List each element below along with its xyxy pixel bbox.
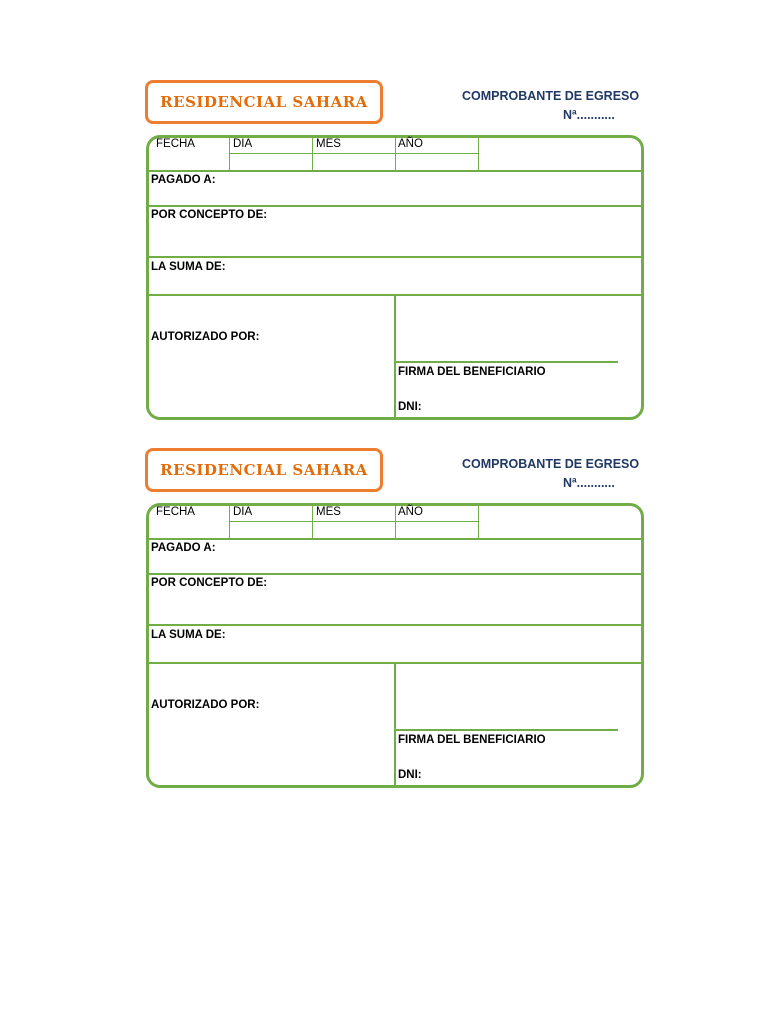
- suma-label: LA SUMA DE:: [151, 261, 226, 273]
- date-subline: [229, 153, 478, 154]
- concepto-label: POR CONCEPTO DE:: [151, 209, 268, 221]
- voucher-number: Nª...........: [563, 108, 615, 122]
- mes-label: MES: [316, 506, 341, 518]
- voucher-title: COMPROBANTE DE EGRESO: [462, 89, 640, 103]
- anio-label: AÑO: [398, 138, 423, 150]
- fecha-label: FECHA: [156, 506, 195, 518]
- firma-label: FIRMA DEL BENEFICIARIO: [398, 734, 546, 746]
- pagado-label: PAGADO A:: [151, 542, 216, 554]
- voucher-1: [0, 0, 768, 413]
- date-divider: [395, 137, 396, 171]
- brand-name: RESIDENCIAL SAHARA: [160, 461, 368, 479]
- row-divider: [148, 170, 642, 172]
- date-divider: [395, 505, 396, 539]
- brand-box: [145, 80, 383, 124]
- row-divider: [148, 256, 642, 258]
- autorizado-label: AUTORIZADO POR:: [151, 699, 260, 711]
- signature-line: [396, 729, 618, 731]
- autorizado-label: AUTORIZADO POR:: [151, 331, 260, 343]
- dni-label: DNI:: [398, 401, 422, 413]
- mes-label: MES: [316, 138, 341, 150]
- concepto-label: POR CONCEPTO DE:: [151, 577, 268, 589]
- dia-label: DIA: [233, 506, 253, 518]
- date-divider: [478, 137, 479, 171]
- dia-label: DIA: [233, 138, 253, 150]
- voucher-title: COMPROBANTE DE EGRESO: [462, 457, 640, 471]
- date-divider: [312, 137, 313, 171]
- anio-label: AÑO: [398, 506, 423, 518]
- date-divider: [229, 505, 230, 539]
- date-divider: [312, 505, 313, 539]
- row-divider: [148, 624, 642, 626]
- brand-name: RESIDENCIAL SAHARA: [160, 93, 368, 111]
- pagado-label: PAGADO A:: [151, 174, 216, 186]
- date-divider: [478, 505, 479, 539]
- suma-label: LA SUMA DE:: [151, 629, 226, 641]
- row-divider: [148, 573, 642, 575]
- firma-label: FIRMA DEL BENEFICIARIO: [398, 366, 546, 378]
- voucher-number: Nª...........: [563, 476, 615, 490]
- date-subline: [229, 521, 478, 522]
- fecha-label: FECHA: [156, 138, 195, 150]
- brand-box: [145, 448, 383, 492]
- date-divider: [229, 137, 230, 171]
- row-divider: [148, 205, 642, 207]
- row-divider: [148, 538, 642, 540]
- dni-label: DNI:: [398, 769, 422, 781]
- sign-divider: [394, 663, 396, 786]
- voucher-2: [0, 368, 768, 781]
- signature-line: [396, 361, 618, 363]
